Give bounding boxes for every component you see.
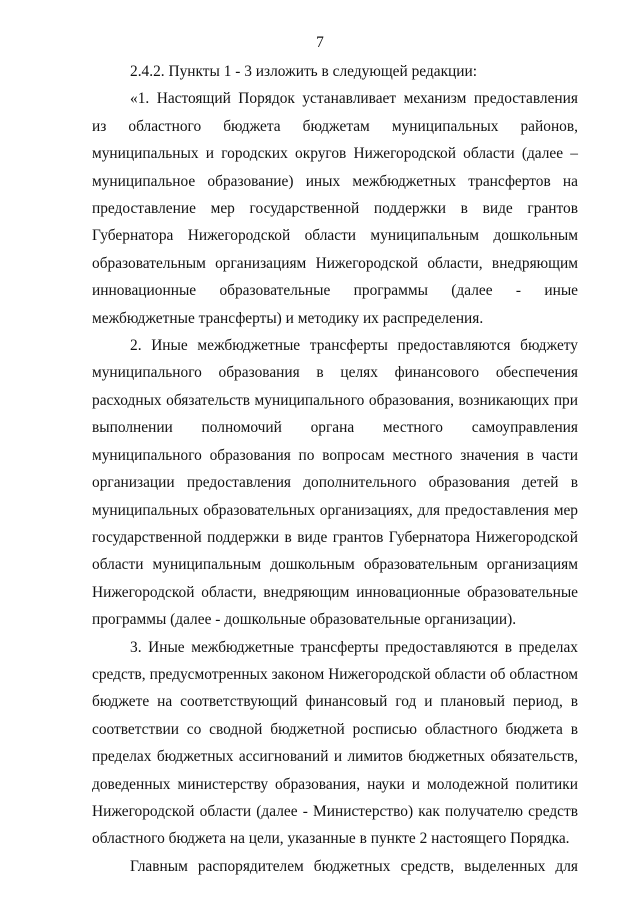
section-heading: 2.4.2. Пункты 1 - 3 изложить в следующей редакции: — [130, 63, 478, 80]
paragraph-1: «1. Настоящий Порядок устанавливает механизм предоставления из областного бюджета бюджетам муниципальных районов, муниципальных и городских округов Нижегородской области (далее – муниципальное образование) иных межбюджетных трансфертов на предоставление мер государственной поддержки в виде грантов Губернатора Нижегородской области муниципальным дошкольным образовательным организациям Нижегородской области, внедряющим инновационные образовательные программы (далее - иные межбюджетные трансферты) и методику их распределения. — [92, 90, 578, 327]
page-number: 7 — [316, 34, 324, 51]
document-body — [92, 58, 578, 880]
paragraph-4: Главным распорядителем бюджетных средств, выделенных для — [130, 857, 578, 875]
paragraph-2: 2. Иные межбюджетные трансферты предоставляются бюджету муниципального образования в целях финансового обеспечения расходных обязательств муниципального образования, возникающих при выполнении полномочий органа местного самоуправления муниципального образования по вопросам местного значения в части организации предоставления дополнительного образования детей в муниципальных образовательных организациях, для предоставления мер государственной поддержки в виде грантов Губернатора Нижегородской области муниципальным дошкольным образовательным организациям Нижегородской области, внедряющим инновационные образовательные программы (далее - дошкольные образовательные организации). — [92, 337, 578, 629]
paragraph-3: 3. Иные межбюджетные трансферты предоставляются в пределах средств, предусмотренных законом Нижегородской области об областном бюджете на соответствующий финансовый год и плановый период, в соответствии со сводной бюджетной росписью областного бюджета в пределах бюджетных ассигнований и лимитов бюджетных обязательств, доведенных министерству образования, науки и молодежной политики Нижегородской области (далее - Министерство) как получателю средств областного бюджета на цели, указанные в пункте 2 настоящего Порядка. — [92, 638, 578, 848]
